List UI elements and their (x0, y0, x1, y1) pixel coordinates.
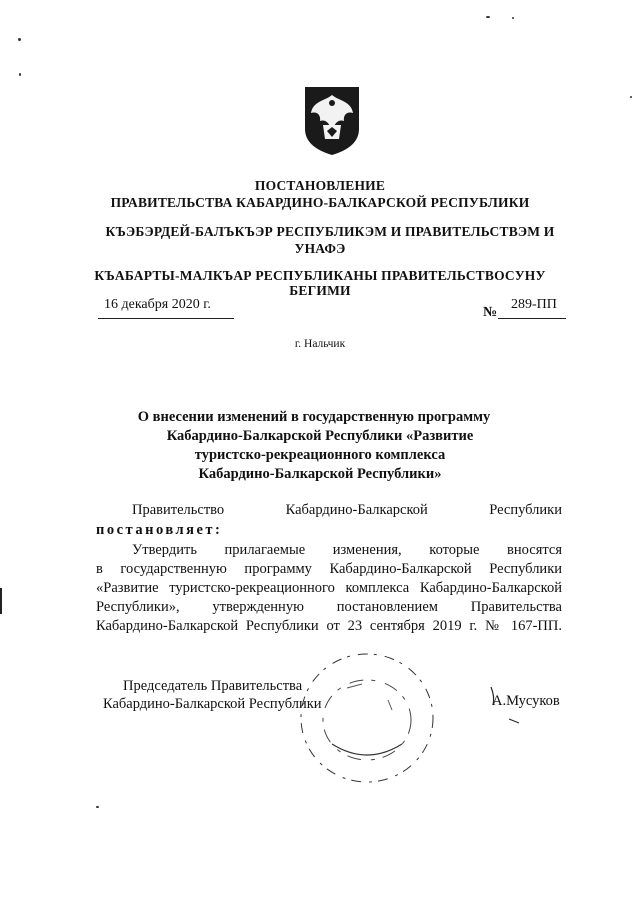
city: г. Нальчик (294, 338, 346, 350)
body-p2-line4: Республики», утвержденную постановлением Правительства (96, 599, 562, 615)
subject-line1: О внесении изменений в государственную программу (137, 409, 491, 425)
document-number: 289-ПП (511, 297, 557, 312)
government-name-kab-line2: УНАФЭ (294, 241, 346, 256)
scan-edge-mark (0, 588, 2, 614)
document-date: 16 декабря 2020 г. (104, 297, 211, 312)
government-name-bal-line2: БЕГИМИ (289, 283, 351, 298)
signer-position-line1: Председатель Правительства (123, 678, 303, 694)
scan-speck (18, 38, 21, 41)
government-name-bal-line1: КЪАБАРТЫ-МАЛКЪАР РЕСПУБЛИКАНЫ ПРАВИТЕЛЬСТВОСУНУ (94, 268, 546, 283)
body-p2-line3: «Развитие туристско-рекреационного комплекса Кабардино-Балкарской (96, 580, 562, 596)
date-underline (98, 318, 234, 319)
subject-line4: Кабардино-Балкарской Республики» (198, 466, 442, 482)
government-name-ru: ПРАВИТЕЛЬСТВА КАБАРДИНО-БАЛКАРСКОЙ РЕСПУБЛИКИ (110, 195, 530, 210)
scan-speck (19, 73, 21, 76)
signer-name: А.Мусуков (492, 693, 560, 709)
document-title: ПОСТАНОВЛЕНИЕ (254, 178, 386, 193)
body-p1-line1: Правительство Кабардино-Балкарской Республики (132, 502, 562, 518)
body-p2-line2: в государственную программу Кабардино-Балкарской Республики (96, 561, 562, 577)
scan-speck (96, 806, 99, 808)
subject-line2: Кабардино-Балкарской Республики «Развитие (166, 428, 474, 444)
body-p2-line5: Кабардино-Балкарской Республики от 23 сентября 2019 г. № 167-ПП. (96, 618, 562, 634)
number-underline (498, 318, 566, 319)
official-seal-stamp (292, 648, 442, 788)
body-p1-line2: постановляет: (96, 522, 223, 538)
signer-position-line2: Кабардино-Балкарской Республики (103, 696, 322, 712)
body-p2-line1: Утвердить прилагаемые изменения, которые вносятся (132, 542, 562, 558)
government-name-kab-line1: КЪЭБЭРДЕЙ-БАЛЪКЪЭР РЕСПУБЛИКЭМ И ПРАВИТЕЛЬСТВЭМ И (105, 224, 555, 239)
subject-line3: туристско-рекреационного комплекса (194, 447, 446, 463)
coat-of-arms-emblem (303, 85, 361, 157)
number-label: № (483, 305, 498, 320)
scan-speck (630, 96, 632, 98)
scan-speck (486, 16, 490, 18)
handwritten-signature-mark (485, 683, 525, 733)
scan-speck (512, 17, 514, 19)
